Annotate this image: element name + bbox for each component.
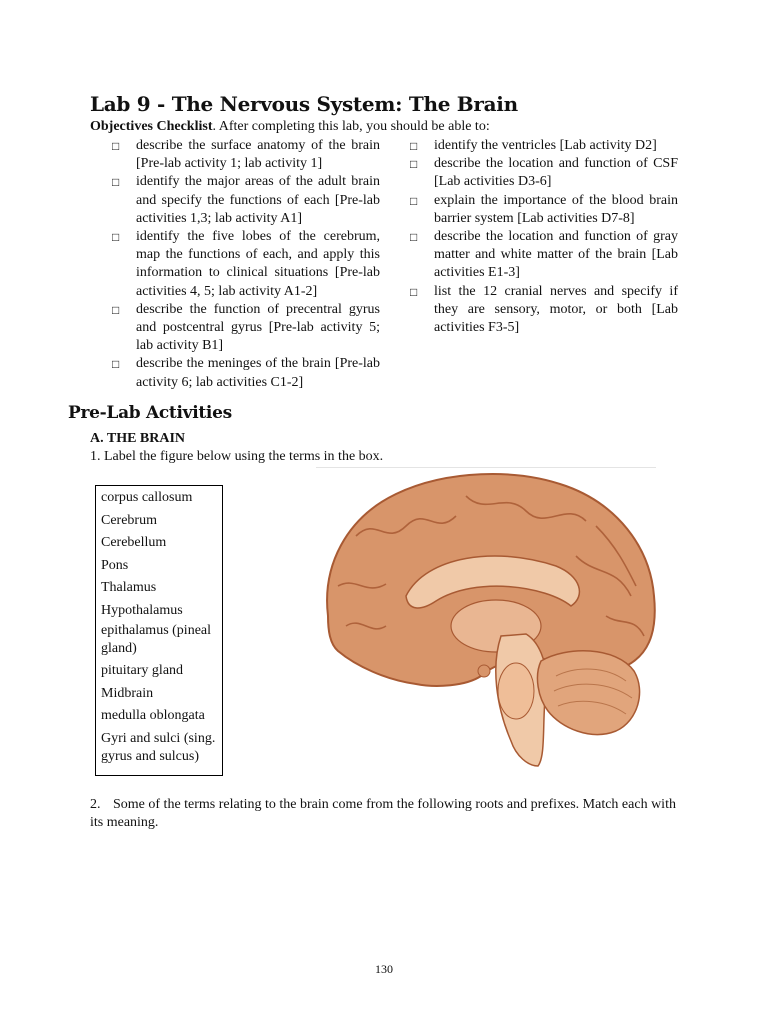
term-item: corpus callosum xyxy=(101,490,193,505)
objective-item xyxy=(410,155,678,191)
objective-text: describe the location and function of CSF [Lab activities D3-6] xyxy=(434,156,678,190)
objective-text: describe the surface anatomy of the brain [Pre-lab activity 1; lab activity 1] xyxy=(136,138,380,172)
question-2-number: 2. xyxy=(90,797,101,812)
page-number: 130 xyxy=(375,962,393,976)
objectives-intro-text: . After completing this lab, you should be able to: xyxy=(212,119,490,134)
pons-shape xyxy=(498,663,534,719)
term-item: epithalamus (pineal gland) xyxy=(101,622,212,656)
objective-text: describe the function of precentral gyrus and postcentral gyrus [Pre-lab activity 5; lab activity B1] xyxy=(136,301,380,354)
cerebellum-shape xyxy=(537,651,639,735)
subsection-heading: A. THE BRAIN xyxy=(90,431,186,446)
objective-item xyxy=(410,228,678,283)
checkbox-icon[interactable]: □ xyxy=(410,284,418,299)
question-2 xyxy=(90,796,690,832)
question-1: 1. Label the figure below using the terms in the box. xyxy=(90,449,384,464)
objective-item xyxy=(112,301,380,356)
checkbox-icon[interactable]: □ xyxy=(112,357,120,372)
objective-item xyxy=(112,355,380,391)
term-item: pituitary gland xyxy=(101,663,184,678)
term-item: Hypothalamus xyxy=(101,602,183,618)
objectives-right-column xyxy=(410,137,678,337)
checkbox-icon[interactable]: □ xyxy=(112,175,120,190)
term-item: Pons xyxy=(101,557,129,573)
term-item: Midbrain xyxy=(101,685,154,701)
objective-item xyxy=(410,192,678,228)
objective-text: describe the location and function of gray matter and white matter of the brain [Lab activities E1-3] xyxy=(434,229,678,281)
objectives-left-column xyxy=(112,137,380,392)
checkbox-icon[interactable]: □ xyxy=(410,157,418,172)
checkbox-icon[interactable]: □ xyxy=(112,230,120,245)
objective-item xyxy=(112,137,380,173)
objective-text: describe the meninges of the brain [Pre-lab activity 6; lab activities C1-2] xyxy=(136,356,380,390)
brain-sagittal-illustration xyxy=(316,466,658,784)
checkbox-icon[interactable]: □ xyxy=(410,193,418,208)
objective-text: explain the importance of the blood brain barrier system [Lab activities D7-8] xyxy=(434,192,678,226)
checkbox-icon[interactable]: □ xyxy=(410,230,418,245)
objective-text: list the 12 cranial nerves and specify if they are sensory, motor, or both [Lab activities F3-5] xyxy=(434,283,678,336)
section-title: Pre-Lab Activities xyxy=(68,403,232,423)
objective-item xyxy=(112,228,380,301)
objective-text: identify the ventricles [Lab activity D2] xyxy=(434,138,657,153)
objectives-checklist-label: Objectives Checklist xyxy=(90,119,213,134)
objective-text: identify the five lobes of the cerebrum, map the functions of each, and apply this information to clinical situations [Pre-lab activities 4, 5; lab activity A1-2] xyxy=(136,229,380,299)
question-2-text: Some of the terms relating to the brain come from the following roots and prefixes. Match each with its meaning. xyxy=(90,797,676,830)
checkbox-icon[interactable]: □ xyxy=(112,302,120,317)
term-item: medulla oblongata xyxy=(101,708,205,723)
term-item: Cerebellum xyxy=(101,535,167,550)
checkbox-icon[interactable]: □ xyxy=(112,139,120,153)
term-item: Cerebrum xyxy=(101,512,157,528)
checkbox-icon[interactable]: □ xyxy=(410,139,418,153)
pituitary-shape xyxy=(478,665,490,677)
objective-item xyxy=(410,137,678,155)
term-item: Thalamus xyxy=(101,580,157,595)
page-title: Lab 9 - The Nervous System: The Brain xyxy=(90,92,518,116)
objective-text: identify the major areas of the adult brain and specify the functions of each [Pre-lab activities 1,3; lab activity A1] xyxy=(136,174,380,226)
term-item: Gyri and sulci (sing. gyrus and sulcus) xyxy=(101,730,216,764)
terms-box xyxy=(95,485,223,776)
objective-item xyxy=(112,173,380,228)
objective-item xyxy=(410,283,678,338)
objectives-intro xyxy=(90,119,490,135)
